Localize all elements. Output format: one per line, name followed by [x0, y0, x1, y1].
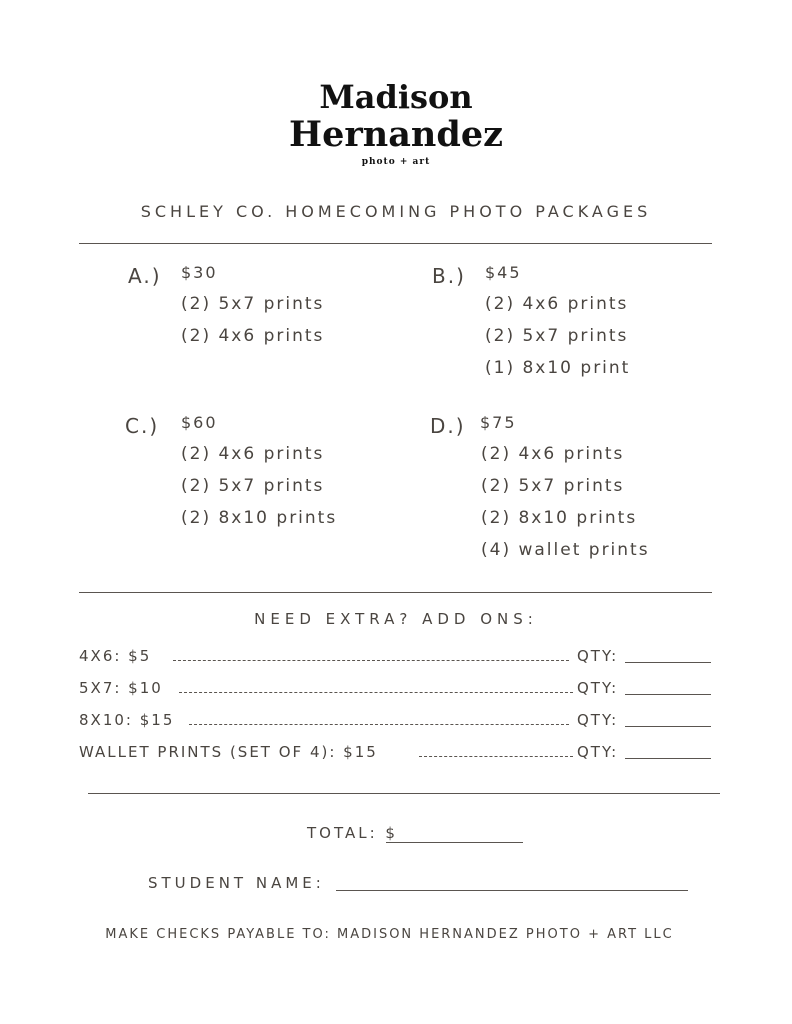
addon-row-8x10: [79, 709, 711, 731]
package-a-item: (2) 4x6 prints: [181, 326, 325, 346]
addons-heading: NEED EXTRA? ADD ONS:: [254, 610, 538, 628]
addon-label: 4X6: $5: [79, 647, 152, 665]
package-d-item: (2) 4x6 prints: [481, 444, 625, 464]
qty-label: QTY:: [577, 647, 619, 665]
total-field[interactable]: [386, 842, 523, 843]
package-b-item: (1) 8x10 print: [485, 358, 631, 378]
checks-payable-note: MAKE CHECKS PAYABLE TO: MADISON HERNANDEZ PHOTO + ART LLC: [105, 927, 674, 942]
package-a-price: $30: [181, 263, 218, 282]
qty-field-wallet[interactable]: [625, 758, 711, 759]
addon-label: WALLET PRINTS (SET OF 4): $15: [79, 743, 378, 761]
package-c-letter: C.): [125, 414, 160, 438]
logo-name-first: Madison: [319, 78, 473, 116]
package-c-price: $60: [181, 413, 218, 432]
qty-field-8x10[interactable]: [625, 726, 711, 727]
addon-row-5x7: [79, 677, 711, 699]
package-c-item: (2) 5x7 prints: [181, 476, 325, 496]
divider-middle: [79, 592, 712, 593]
package-d-price: $75: [480, 413, 517, 432]
qty-label: QTY:: [577, 679, 619, 697]
dashed-leader: [173, 660, 569, 661]
logo-tagline: photo + art: [361, 157, 431, 167]
qty-field-5x7[interactable]: [625, 694, 711, 695]
page-title: SCHLEY CO. HOMECOMING PHOTO PACKAGES: [140, 202, 652, 221]
package-b-item: (2) 4x6 prints: [485, 294, 629, 314]
package-d-item: (4) wallet prints: [481, 540, 650, 560]
qty-label: QTY:: [577, 743, 619, 761]
logo-name-last: Hernandez: [289, 114, 503, 155]
qty-field-4x6[interactable]: [625, 662, 711, 663]
package-c-item: (2) 8x10 prints: [181, 508, 338, 528]
package-b-item: (2) 5x7 prints: [485, 326, 629, 346]
addon-label: 8X10: $15: [79, 711, 175, 729]
package-d-item: (2) 5x7 prints: [481, 476, 625, 496]
dashed-leader: [419, 756, 573, 757]
package-b-price: $45: [485, 263, 522, 282]
addon-row-wallet: [79, 741, 711, 763]
dashed-leader: [189, 724, 569, 725]
qty-label: QTY:: [577, 711, 619, 729]
package-a-letter: A.): [128, 264, 162, 288]
dashed-leader: [179, 692, 573, 693]
divider-bottom: [88, 793, 720, 794]
package-b-letter: B.): [432, 264, 466, 288]
addon-label: 5X7: $10: [79, 679, 163, 697]
total-label: TOTAL: $: [307, 824, 398, 842]
divider-top: [79, 243, 712, 244]
student-name-label: STUDENT NAME:: [148, 874, 325, 892]
addon-row-4x6: [79, 645, 711, 667]
package-c-item: (2) 4x6 prints: [181, 444, 325, 464]
package-d-item: (2) 8x10 prints: [481, 508, 638, 528]
student-name-field[interactable]: [336, 890, 688, 891]
package-d-letter: D.): [430, 414, 466, 438]
package-a-item: (2) 5x7 prints: [181, 294, 325, 314]
